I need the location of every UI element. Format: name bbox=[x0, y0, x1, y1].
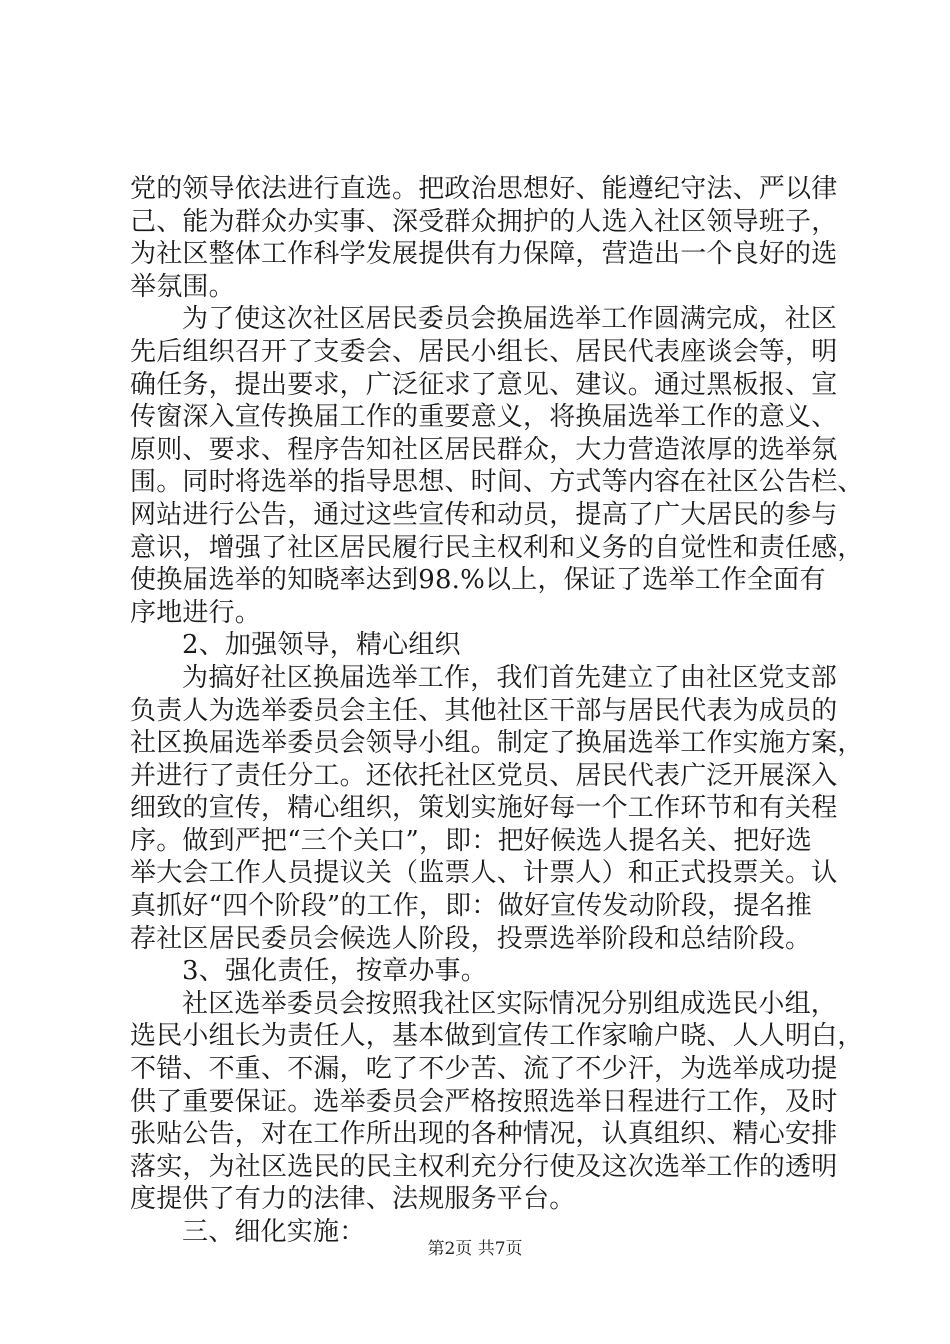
text-line: 落实，为社区选民的民主权利充分行使及这次选举工作的透明 bbox=[130, 1151, 838, 1182]
text-line: 度提供了有力的法律、法规服务平台。 bbox=[130, 1184, 576, 1215]
text-line: 细致的宣传，精心组织，策划实施好每一个工作环节和有关程 bbox=[130, 793, 838, 824]
text-line: 社区选举委员会按照我社区实际情况分别组成选民小组， bbox=[182, 988, 838, 1019]
text-line: 2、加强领导，精心组织 bbox=[182, 630, 461, 661]
text-line: 原则、要求、程序告知社区居民群众，大力营造浓厚的选举氛 bbox=[130, 434, 838, 465]
text-line: 真抓好“四个阶段”的工作，即：做好宣传发动阶段，提名推 bbox=[130, 891, 812, 922]
text-line: 三、细化实施： bbox=[182, 1217, 366, 1247]
text-line: 使换届选举的知晓率达到98.%以上，保证了选举工作全面有 bbox=[130, 565, 826, 596]
text-line: 举大会工作人员提议关（监票人、计票人）和正式投票关。认 bbox=[130, 858, 838, 889]
text-line: 荐社区居民委员会候选人阶段，投票选举阶段和总结阶段。 bbox=[130, 923, 812, 954]
text-line: 并进行了责任分工。还依托社区党员、居民代表广泛开展深入 bbox=[130, 760, 838, 791]
text-line: 先后组织召开了支委会、居民小组长、居民代表座谈会等，明 bbox=[130, 336, 838, 367]
text-line: 3、强化责任，按章办事。 bbox=[182, 956, 487, 987]
text-line: 序。做到严把“三个关口”，即：把好候选人提名关、把好选 bbox=[130, 825, 812, 856]
text-line: 网站进行公告，通过这些宣传和动员，提高了广大居民的参与 bbox=[130, 499, 838, 530]
document-body bbox=[130, 173, 864, 1249]
text-line: 为搞好社区换届选举工作，我们首先建立了由社区党支部 bbox=[182, 662, 838, 693]
text-line: 己、能为群众办实事、深受群众拥护的人选入社区领导班子， bbox=[130, 206, 838, 237]
text-line: 确任务，提出要求，广泛征求了意见、建议。通过黑板报、宣 bbox=[130, 369, 838, 400]
text-line: 党的领导依法进行直选。把政治思想好、能遵纪守法、严以律 bbox=[130, 174, 838, 204]
text-line: 不错、不重、不漏，吃了不少苦、流了不少汗，为选举成功提 bbox=[130, 1054, 838, 1085]
text-line: 举氛围。 bbox=[130, 271, 235, 302]
text-line: 围。同时将选举的指导思想、时间、方式等内容在社区公告栏、 bbox=[130, 467, 864, 498]
text-line: 传窗深入宣传换届工作的重要意义，将换届选举工作的意义、 bbox=[130, 402, 838, 433]
text-line: 意识，增强了社区居民履行民主权利和义务的自觉性和责任感， bbox=[130, 532, 864, 563]
text-line: 为社区整体工作科学发展提供有力保障，营造出一个良好的选 bbox=[130, 239, 838, 270]
text-line: 张贴公告，对在工作所出现的各种情况，认真组织、精心安排 bbox=[130, 1119, 838, 1150]
text-line: 为了使这次社区居民委员会换届选举工作圆满完成，社区 bbox=[182, 304, 838, 335]
text-line: 社区换届选举委员会领导小组。制定了换届选举工作实施方案， bbox=[130, 728, 864, 759]
text-line: 序地进行。 bbox=[130, 597, 262, 628]
text-line: 选民小组长为责任人，基本做到宣传工作家喻户晓、人人明白， bbox=[130, 1021, 864, 1052]
page-footer: 第2页 共7页 bbox=[427, 1239, 523, 1259]
text-line: 负责人为选举委员会主任、其他社区干部与居民代表为成员的 bbox=[130, 695, 838, 726]
text-line: 供了重要保证。选举委员会严格按照选举日程进行工作，及时 bbox=[130, 1086, 838, 1117]
